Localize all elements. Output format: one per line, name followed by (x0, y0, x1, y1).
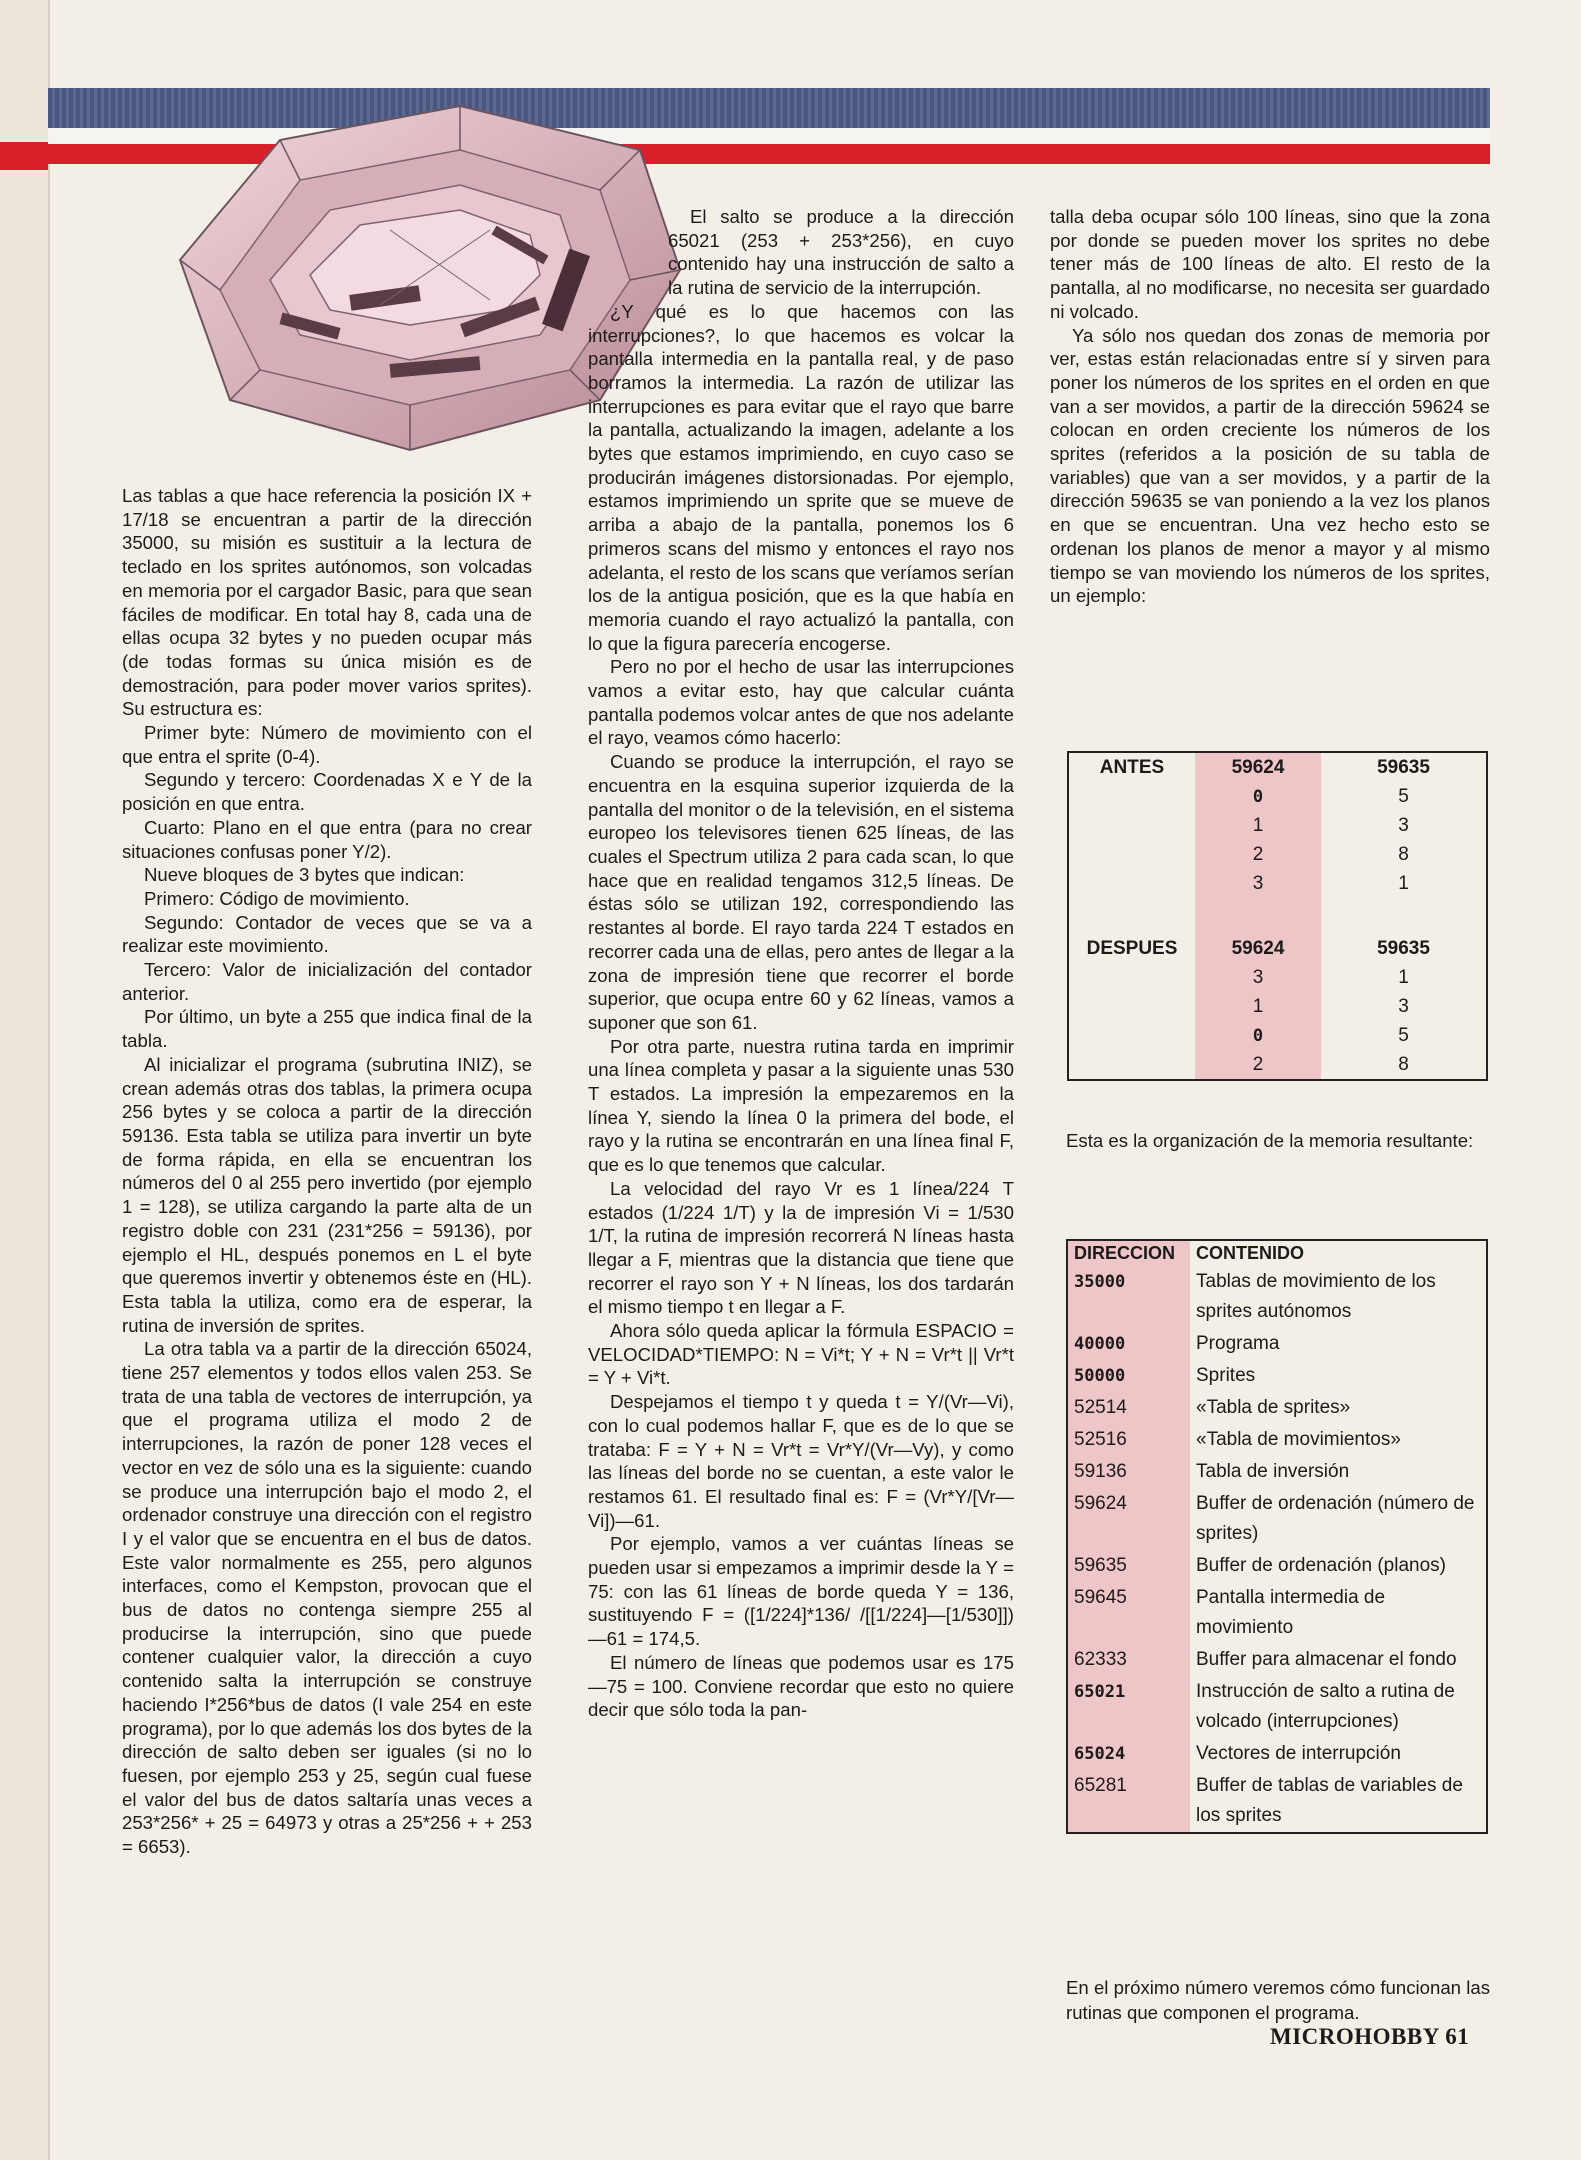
address-cell: 50000 (1067, 1360, 1190, 1392)
page-footer: MICROHOBBY 61 (1270, 2024, 1470, 2049)
col-a-header: 59624 (1195, 934, 1321, 963)
content-cell: Instrucción de salto a rutina de volcado (interrupciones) (1196, 1681, 1455, 1732)
address-cell: 65281 (1067, 1770, 1190, 1833)
address-cell: 65021 (1067, 1676, 1190, 1738)
paragraph: El número de líneas que podemos usar es 175—75 = 100. Conviene recordar que esto no quiere decir que sólo toda la pan- (588, 1651, 1014, 1721)
paragraph: Por otra parte, nuestra rutina tarda en imprimir una línea completa y pasar a la siguiente unas 530 T estados. La impresión la empezaremos en la línea Y, siendo la línea 0 la primera del bode, el rayo y la rutina se encontrarán en una línea final F, que es lo que tenemos que calcular. (588, 1035, 1014, 1176)
cell: 2 (1195, 840, 1321, 869)
address-cell: 35000 (1067, 1266, 1190, 1328)
address-cell: 59624 (1067, 1488, 1190, 1550)
cell: 3 (1195, 963, 1321, 992)
content-cell: Buffer de tablas de variables de los sprites (1196, 1775, 1463, 1826)
before-label: ANTES (1099, 756, 1165, 778)
content-cell: Vectores de interrupción (1196, 1743, 1401, 1764)
address-cell: 52514 (1067, 1392, 1190, 1424)
closing-text: En el próximo número veremos cómo funcionan las rutinas que componen el programa. (1066, 1977, 1490, 2023)
cell: 5 (1398, 785, 1409, 807)
cell: 8 (1398, 843, 1409, 865)
content-cell: Buffer de ordenación (número de sprites) (1196, 1493, 1475, 1544)
address-cell: 59645 (1067, 1582, 1190, 1644)
content-cell: Tablas de movimiento de los sprites autónomos (1196, 1271, 1436, 1322)
paragraph: La velocidad del rayo Vr es 1 línea/224 T estados (1/224 1/T) y la de impresión Vi = 1/530 1/T, la rutina de impresión recorrerá N líneas hasta llegar a F, mientras que la distancia que tiene que recorrer el rayo son Y + N líneas, los dos tardarán el mismo tiempo t en llegar a F. (588, 1177, 1014, 1318)
address-cell: 59136 (1067, 1456, 1190, 1488)
col-b-header: 59635 (1377, 756, 1430, 778)
cell: 8 (1398, 1053, 1409, 1075)
cell: 1 (1195, 811, 1321, 840)
after-label: DESPUES (1086, 937, 1178, 959)
page-left-edge (0, 0, 50, 2160)
paragraph: ¿Y qué es lo que hacemos con las interrupciones?, lo que hacemos es volcar la pantalla intermedia en la pantalla real, y de paso borramos la intermedia. La razón de utilizar las interrupciones es para evitar que el rayo que barre la pantalla, actualizando la imagen, adelante a los bytes que estamos imprimiendo, en cuyo caso se producirán imágenes distorsionadas. Por ejemplo, estamos imprimiendo un sprite que se mueve de arriba a abajo de la pantalla, ponemos los 6 primeros scans del mismo y entonces el rayo nos adelanta, el resto de los scans que veríamos serían los de la antigua posición, que es la que había en memoria cuando el rayo actualizó la pantalla, con lo que la figura parecería encogerse. (588, 300, 1014, 654)
address-header: DIRECCION (1067, 1240, 1190, 1266)
paragraph: Cuando se produce la interrupción, el rayo se encuentra en la esquina superior izquierda de la pantalla del monitor o de la televisión, en el sistema europeo los televisores tienen 625 líneas, de las cuales el Spectrum utiliza 2 para cada scan, lo que hace que en realidad tengamos 312,5 líneas. De éstas sólo se utilizan 192, correspondiendo las restantes al borde. El rayo tarda 224 T estados en recorrer cada una de ellas, pero antes de llegar a la zona de impresión tiene que recorrer el borde superior, que ocupa entre 60 y 62 líneas, vamos a suponer que son 61. (588, 751, 1014, 1033)
cell: 3 (1398, 995, 1409, 1017)
paragraph: La otra tabla va a partir de la dirección 65024, tiene 257 elementos y todos ellos valen 253. Se trata de una tabla de vectores de interrupción, ya que el programa utiliza el modo 2 de interrupciones, la razón de poner 128 veces el vector en vez de sólo una es la siguiente: cuando se produce una interrupción bajo el modo 2, el ordenador construye una dirección con el registro I y el valor que se encuentra en el bus de datos. Este valor normalmente es 255, pero algunos interfaces, como el Kempston, provocan que el bus de datos no contenga siempre 255 al producirse la interrupción, sino que puede contener cualquier valor, la dirección a cuyo contenido salta la interrupción se construye haciendo I*256*bus de datos (I vale 254 en este programa), por lo que además los dos bytes de la dirección de salto deben ser iguales (si no lo fuesen, por ejemplo 253 y 25, según cual fuese el valor del bus de datos saltaría unas veces a 253*256* + 25 = 64973 y otras a 25*256 + + 253 = 6653). (122, 1338, 532, 1858)
content-cell: «Tabla de movimientos» (1196, 1429, 1401, 1450)
column-2 (588, 205, 1014, 1722)
content-cell: Pantalla intermedia de movimiento (1196, 1587, 1386, 1638)
paragraph: Por último, un byte a 255 que indica final de la tabla. (122, 1006, 532, 1052)
address-cell: 59635 (1067, 1550, 1190, 1582)
memory-map-table (1066, 1239, 1488, 1834)
column-3 (1050, 205, 1490, 608)
cell: 1 (1398, 966, 1409, 988)
content-cell: Buffer de ordenación (planos) (1196, 1555, 1446, 1576)
sort-example-table (1067, 751, 1488, 1081)
content-header: CONTENIDO (1196, 1243, 1304, 1263)
paragraph: Primero: Código de movimiento. (144, 887, 410, 909)
paragraph: Ya sólo nos quedan dos zonas de memoria por ver, estas están relacionadas entre sí y sirven para poner los números de los sprites en el orden en que van a ser movidos, a partir de la dirección 59624 se colocan en orden creciente los números de los sprites (referidos a la posición de su tabla de variables) que van a ser movidos, y a partir de la dirección 59635 se van poniendo a la vez los planos en que se encuentran. Una vez hecho esto se ordenan los planos de menor a mayor y al mismo tiempo se van moviendo los números de los sprites, un ejemplo: (1050, 324, 1490, 607)
paragraph: Primer byte: Número de movimiento con el que entra el sprite (0-4). (122, 722, 532, 767)
paragraph: Despejamos el tiempo t y queda t = Y/(Vr—Vi), con lo cual podemos hallar F, que es de lo que se trataba: F = Y + N = Vr*t = Vr*Y/(Vr—Vy), y como las líneas del borde no se cuentan, a este valor le restamos 61. El resultado final es: F = (Vr*Y/[Vr—Vi])—61. (588, 1391, 1014, 1531)
paragraph: Ahora sólo queda aplicar la fórmula ESPACIO = VELOCIDAD*TIEMPO: N = Vi*t; Y + N = Vr*t || Vr*t = Y + Vi*t. (588, 1320, 1014, 1389)
cell: 0 (1195, 782, 1321, 811)
cell: 1 (1195, 992, 1321, 1021)
address-cell: 52516 (1067, 1424, 1190, 1456)
paragraph: Tercero: Valor de inicialización del contador anterior. (122, 959, 532, 1004)
paragraph: El salto se produce a la dirección 65021 (253 + 253*256), en cuyo contenido hay una instrucción de salto a la rutina de servicio de la interrupción. (668, 206, 1014, 299)
paragraph: Al inicializar el programa (subrutina INIZ), se crean además otras dos tablas, la primera ocupa 256 bytes y se coloca a partir de la dirección 59136. Esta tabla se utiliza para invertir un byte de forma rápida, en ella se encuentran los números del 0 al 255 pero invertido (por ejemplo 1 = 128), se utiliza cargando la parte alta de un registro doble con 231 (231*256 = 59136), por ejemplo el HL, después ponemos en L el byte que queremos invertir y obtenemos éste en (HL). Esta tabla la utiliza, como era de esperar, la rutina de inversión de sprites. (122, 1053, 532, 1336)
paragraph: Cuarto: Plano en el que entra (para no crear situaciones confusas poner Y/2). (122, 816, 532, 862)
paragraph: talla deba ocupar sólo 100 líneas, sino que la zona por donde se pueden mover los sprites no debe tener más de 100 líneas de alto. El resto de la pantalla, al no modificarse, no necesita ser guardado ni volcado. (1050, 206, 1490, 322)
address-cell: 62333 (1067, 1644, 1190, 1676)
cell: 5 (1398, 1024, 1409, 1046)
address-cell: 40000 (1067, 1328, 1190, 1360)
content-cell: Programa (1196, 1333, 1280, 1354)
cell: 3 (1398, 814, 1409, 836)
column-1 (122, 484, 532, 1859)
content-cell: Sprites (1196, 1365, 1256, 1386)
paragraph: Pero no por el hecho de usar las interrupciones vamos a evitar esto, hay que calcular cuánta pantalla podemos volcar antes de que nos adelante el rayo, veamos cómo hacerlo: (588, 656, 1014, 749)
content-cell: «Tabla de sprites» (1196, 1397, 1351, 1418)
paragraph: Segundo: Contador de veces que se va a realizar este movimiento. (122, 911, 532, 957)
paragraph: Las tablas a que hace referencia la posición IX + 17/18 se encuentran a partir de la dirección 35000, su misión es sustituir a la lectura de teclado en los sprites autónomos, son volcadas en memoria por el cargador Basic, para que sean fáciles de modificar. En total hay 8, cada una de ellas ocupa 32 bytes y no pueden ocupar más (de todas formas su única misión es de demostración, para poder mover varios sprites). Su estructura es: (122, 485, 532, 720)
cell: 1 (1398, 872, 1409, 894)
col-b-header: 59635 (1377, 937, 1430, 959)
cell: 3 (1195, 869, 1321, 898)
content-cell: Buffer para almacenar el fondo (1196, 1649, 1457, 1670)
paragraph: Segundo y tercero: Coordenadas X e Y de la posición en que entra. (122, 769, 532, 815)
memory-intro-text: Esta es la organización de la memoria resultante: (1066, 1130, 1474, 1151)
cell: 0 (1195, 1021, 1321, 1050)
content-cell: Tabla de inversión (1196, 1461, 1350, 1482)
address-cell: 65024 (1067, 1738, 1190, 1770)
cell: 2 (1195, 1050, 1321, 1080)
paragraph: Nueve bloques de 3 bytes que indican: (144, 864, 465, 886)
paragraph: Por ejemplo, vamos a ver cuántas líneas se pueden usar si empezamos a imprimir desde la Y = 75: con las 61 líneas de borde queda Y = 136, sustituyendo F = ([1/224]*136/ /[[1/224]—[1/530]])—61 = 174,5. (588, 1533, 1014, 1650)
col-a-header: 59624 (1195, 752, 1321, 782)
